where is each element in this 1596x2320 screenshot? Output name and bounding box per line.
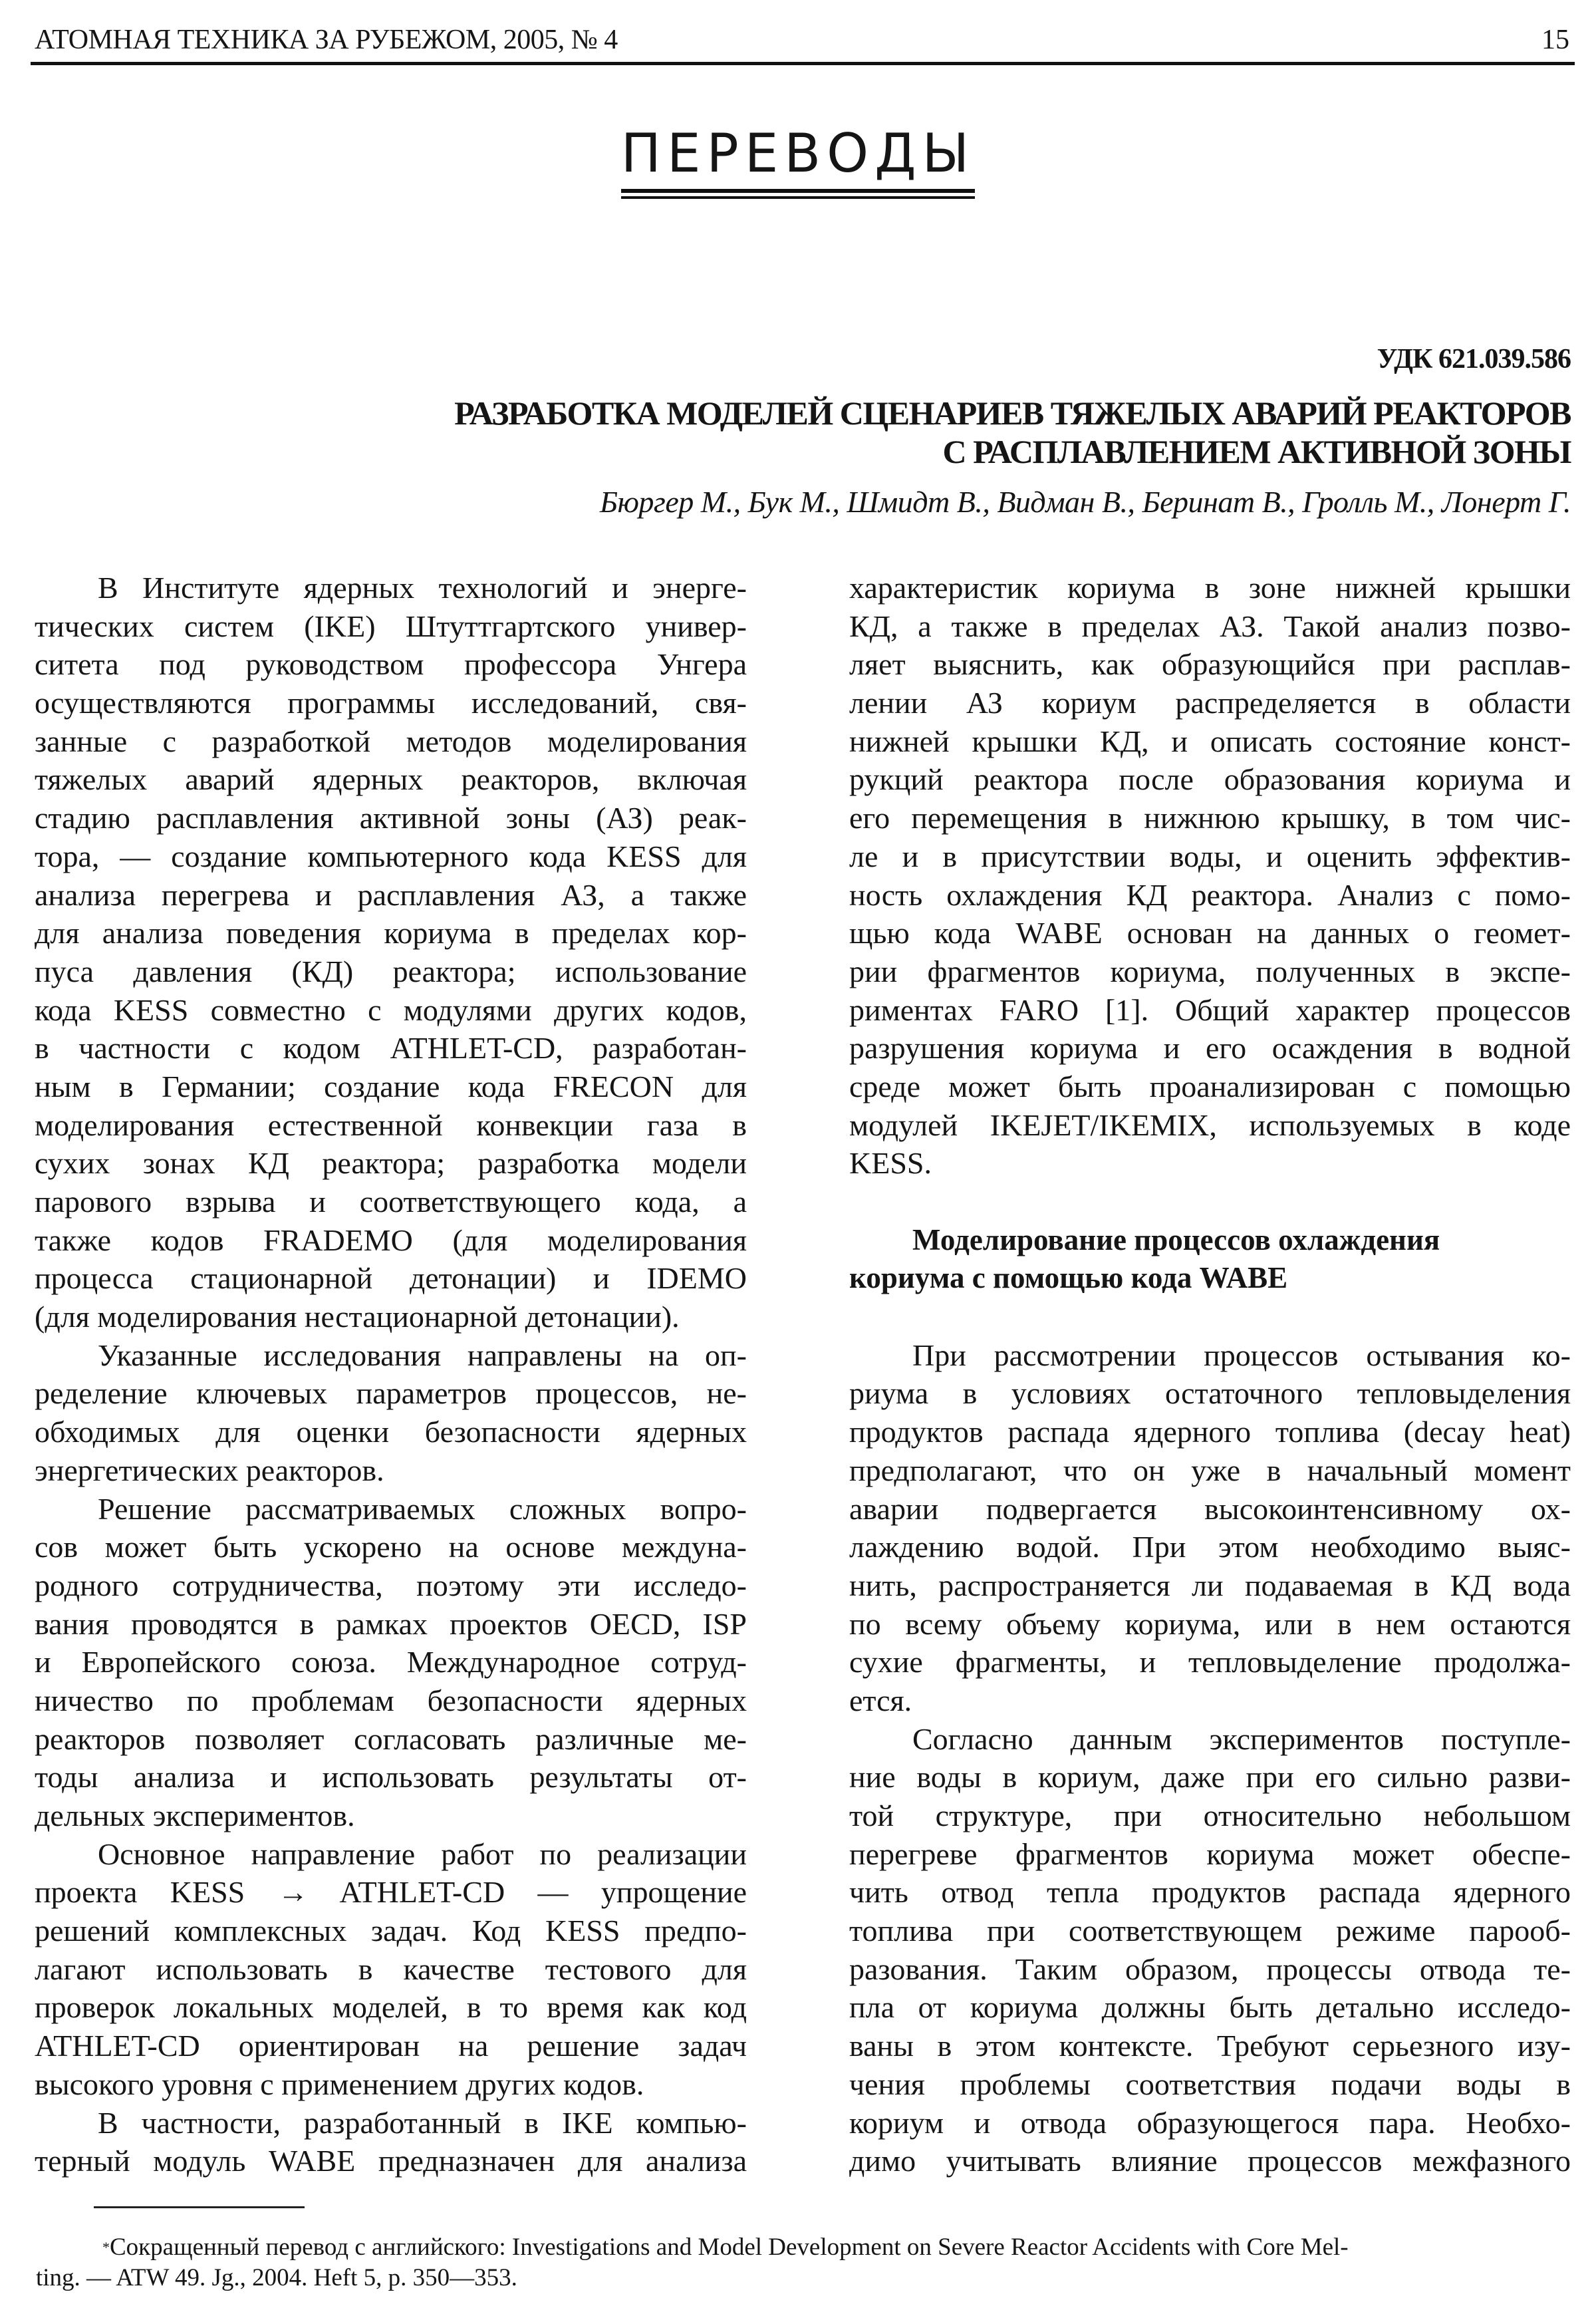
text-line-content: модулей IKEJET/IKEMIX, используемых в коде <box>849 1107 1571 1142</box>
text-line <box>849 1451 1571 1490</box>
text-line-content: проверок локальных моделей, в то время как код <box>35 1990 747 2025</box>
text-line <box>849 1528 1571 1566</box>
text-line-content: той структуре, при относительно небольшом <box>849 1799 1571 1832</box>
text-line-content: для анализа поведения кориума в пределах кор- <box>35 916 747 950</box>
text-line <box>35 1528 747 1566</box>
section-underline-thick <box>621 189 975 193</box>
paragraph <box>849 569 1571 1183</box>
text-line <box>35 2104 747 2142</box>
text-line-content: кориума с помощью кода WABE <box>849 1261 1288 1295</box>
text-line-content: При рассмотрении процессов остывания ко- <box>912 1338 1571 1372</box>
text-line-content: лагают использовать в качестве тестового для <box>35 1952 747 1986</box>
text-line-content: ситета под руководством профессора Унгера <box>35 647 747 682</box>
text-line-content: процесса стационарной детонации) и IDEMO <box>35 1261 747 1296</box>
text-line-content: проекта KESS → ATHLET-CD — упрощение <box>35 1875 747 1910</box>
text-line-content: лении АЗ кориум распределяется в области <box>849 686 1571 720</box>
text-line-content: родного сотрудничества, поэтому эти исследо- <box>35 1568 747 1602</box>
text-line-content: ется. <box>849 1683 912 1717</box>
text-line <box>35 1259 747 1298</box>
text-line-content: чить отвод тепла продуктов распада ядерного <box>849 1875 1571 1910</box>
text-line-content: ATHLET-CD ориентирован на решение задач <box>35 2029 747 2063</box>
text-line-content: аварии подвергается высокоинтенсивному ох- <box>849 1491 1571 1526</box>
text-line <box>35 1221 747 1260</box>
text-line <box>35 1835 747 1874</box>
text-line <box>849 1106 1571 1145</box>
article-authors: Бюргер М., Бук М., Шмидт В., Видман В., Беринат В., Гролль М., Лонерт Г. <box>599 485 1571 519</box>
text-line <box>35 1873 747 1912</box>
text-line <box>849 1873 1571 1912</box>
text-line <box>849 569 1571 607</box>
text-line <box>35 914 747 952</box>
section-title: ПЕРЕВОДЫ <box>620 122 976 184</box>
text-line <box>35 799 747 837</box>
section-underline-thin <box>621 196 975 199</box>
footnote-line: ting. — ATW 49. Jg., 2004. Heft 5, p. 350—353. <box>36 2264 517 2291</box>
text-line <box>35 1681 747 1720</box>
text-line-content: высокого уровня с применением других кодов. <box>35 2067 644 2101</box>
text-column-left <box>35 569 747 2180</box>
text-line-content: перегреве фрагментов кориума может обеспе- <box>849 1836 1571 1871</box>
paragraph <box>849 1720 1571 2180</box>
paragraph <box>35 1835 747 2104</box>
text-line <box>35 2027 747 2065</box>
section-title-block <box>621 124 975 199</box>
text-line <box>849 1988 1571 2027</box>
article-title-line: РАЗРАБОТКА МОДЕЛЕЙ СЦЕНАРИЕВ ТЯЖЕЛЫХ АВАРИЙ РЕАКТОРОВ <box>454 394 1571 432</box>
text-line-content: риума в условиях остаточного тепловыделения <box>849 1376 1571 1411</box>
text-line <box>35 1566 747 1605</box>
text-line <box>849 1336 1571 1375</box>
text-line-content: KESS. <box>849 1146 932 1181</box>
text-line <box>35 1605 747 1644</box>
text-line-content: рукций реактора после образования кориума и <box>849 762 1571 797</box>
text-line <box>849 1720 1571 1759</box>
subsection-heading <box>849 1221 1571 1298</box>
text-line-content: вания проводятся в рамках проектов OECD, ISP <box>35 1606 747 1641</box>
text-line-content: разрушения кориума и его осаждения в водной <box>849 1031 1571 1066</box>
text-line-content: пуса давления (КД) реактора; использование <box>35 954 747 988</box>
text-line <box>35 1758 747 1797</box>
text-line-content: В Институте ядерных технологий и энерге- <box>98 571 747 605</box>
text-line-content: лаждению водой. При этом необходимо выяс- <box>849 1530 1571 1564</box>
text-line-content: димо учитывать влияние процессов межфазного <box>849 2144 1571 2178</box>
text-line-content: Указанные исследования направлены на оп- <box>98 1338 747 1372</box>
text-line <box>35 1451 747 1490</box>
text-line-content: тических систем (IKE) Штуттгартского универ- <box>35 609 747 643</box>
text-line <box>35 1643 747 1681</box>
text-line <box>35 607 747 646</box>
text-line-content: характеристик кориума в зоне нижней крышки <box>849 571 1571 605</box>
text-line <box>35 1298 747 1336</box>
text-line-content: сов может быть ускорено на основе междуна- <box>35 1530 747 1564</box>
text-line <box>849 876 1571 915</box>
text-line-content: щью кода WABE основан на данных о геомет- <box>849 916 1571 950</box>
text-line <box>35 837 747 876</box>
text-line <box>849 952 1571 991</box>
text-line <box>849 1797 1571 1835</box>
text-line <box>849 2142 1571 2180</box>
text-line-content: разования. Таким образом, процессы отвода те- <box>849 1952 1571 1986</box>
text-line-content: В частности, разработанный в IKE компью- <box>98 2105 747 2140</box>
text-line <box>35 1912 747 1950</box>
paragraph <box>35 1490 747 1835</box>
text-line <box>849 837 1571 876</box>
text-line <box>35 1988 747 2027</box>
text-line-content: энергетических реакторов. <box>35 1453 384 1487</box>
text-line <box>849 1221 1571 1260</box>
header-rule <box>31 62 1575 65</box>
text-line <box>849 1413 1571 1451</box>
text-line-content: дельных экспериментов. <box>35 1799 355 1832</box>
text-line <box>849 1259 1571 1298</box>
text-line-content: терный модуль WABE предназначен для анализа <box>35 2144 747 2178</box>
text-line <box>849 684 1571 722</box>
text-line-content: ние воды в кориум, даже при его сильно разви- <box>849 1760 1571 1795</box>
text-line <box>35 1068 747 1106</box>
text-line-content: нижней крышки КД, и описать состояние конст- <box>849 724 1571 758</box>
text-line <box>849 2065 1571 2104</box>
text-line-content: (для моделирования нестационарной детонации). <box>35 1300 680 1334</box>
text-line-content: Моделирование процессов охлаждения <box>912 1223 1440 1256</box>
text-line-content: сухие фрагменты, и тепловыделение продолжа- <box>849 1645 1571 1679</box>
text-line <box>849 1490 1571 1528</box>
text-line-content: реакторов позволяет согласовать различные ме- <box>35 1721 747 1756</box>
paragraph <box>35 569 747 1336</box>
text-line-content: сухих зонах КД реактора; разработка модели <box>35 1146 747 1181</box>
udk-code: УДК 621.039.586 <box>1377 344 1571 374</box>
text-line <box>35 1106 747 1145</box>
text-line <box>849 1029 1571 1068</box>
running-header: АТОМНАЯ ТЕХНИКА ЗА РУБЕЖОМ, 2005, № 4 <box>35 25 618 55</box>
text-line-content: рии фрагментов кориума, полученных в экспе- <box>849 954 1571 988</box>
text-line-content: ность охлаждения КД реактора. Анализ с помо- <box>849 877 1571 912</box>
text-line-content: парового взрыва и соответствующего кода, а <box>35 1185 747 1219</box>
text-line-content: Согласно данным экспериментов поступле- <box>912 1721 1571 1756</box>
text-line-content: риментах FARO [1]. Общий характер процессов <box>849 992 1571 1027</box>
text-line-content: среде может быть проанализирован с помощью <box>849 1069 1571 1103</box>
text-line <box>35 876 747 915</box>
page-number: 15 <box>1541 25 1569 55</box>
text-column-right <box>849 569 1571 2180</box>
text-line <box>35 1950 747 1989</box>
text-line-content: в частности с кодом ATHLET-CD, разработан- <box>35 1031 747 1066</box>
text-line <box>35 1183 747 1221</box>
text-line <box>849 1374 1571 1413</box>
text-line-content: также кодов FRADEMO (для моделирования <box>35 1223 747 1257</box>
text-line <box>849 760 1571 799</box>
text-line-content: ределение ключевых параметров процессов, не- <box>35 1376 747 1411</box>
text-line-content: стадию расплавления активной зоны (АЗ) реак- <box>35 801 747 835</box>
text-line-content: моделирования естественной конвекции газа в <box>35 1107 747 1142</box>
paragraph <box>35 1336 747 1490</box>
text-line-content: ляет выяснить, как образующийся при расплав- <box>849 647 1571 682</box>
text-line <box>35 991 747 1030</box>
text-line-content: кориум и отвода образующегося пара. Необхо- <box>849 2105 1571 2140</box>
text-line <box>35 722 747 761</box>
text-line <box>849 1566 1571 1605</box>
text-line-content: обходимых для оценки безопасности ядерных <box>35 1415 747 1449</box>
text-line-content: чения проблемы соответствия подачи воды в <box>849 2067 1571 2101</box>
footnote-line <box>36 2232 1571 2263</box>
text-line-content: его перемещения в нижнюю крышку, в том чис- <box>849 801 1571 835</box>
section-heading <box>0 124 1596 199</box>
text-line-content: ле и в присутствии воды, и оценить эффектив- <box>849 839 1571 873</box>
text-line-content: продуктов распада ядерного топлива (decay heat) <box>849 1415 1571 1449</box>
text-line <box>35 1336 747 1375</box>
text-line-content: и Европейского союза. Международное сотруд- <box>35 1645 747 1679</box>
text-line <box>35 1797 747 1835</box>
article-title <box>454 394 1571 471</box>
footnote-marker: * <box>102 2239 110 2255</box>
footnote <box>36 2232 1571 2293</box>
text-line-content: занные с разработкой методов моделирования <box>35 724 747 758</box>
text-line <box>849 1835 1571 1874</box>
text-line <box>849 1068 1571 1106</box>
text-line <box>849 1758 1571 1797</box>
text-line-content: тоды анализа и использовать результаты от- <box>35 1760 747 1795</box>
text-line <box>849 799 1571 837</box>
text-line <box>35 684 747 722</box>
text-line <box>849 607 1571 646</box>
text-line-content: топлива при соответствующем режиме парооб- <box>849 1914 1571 1948</box>
text-line <box>849 2027 1571 2065</box>
text-line <box>849 991 1571 1030</box>
text-line <box>849 1643 1571 1681</box>
text-line-content: осуществляются программы исследований, свя- <box>35 686 747 720</box>
text-line-content: пла от кориума должны быть детально исследо- <box>849 1990 1571 2025</box>
paragraph <box>849 1336 1571 1720</box>
text-line <box>35 1144 747 1183</box>
footnote-text: Сокращенный перевод с английского: Investigations and Model Development on Severe Reactor Accidents with Core Mel- <box>110 2234 1349 2261</box>
text-line-content: кода KESS совместно с модулями других кодов, <box>35 992 747 1027</box>
text-line <box>35 2065 747 2104</box>
text-line <box>35 1720 747 1759</box>
text-line-content: КД, а также в пределах АЗ. Такой анализ позво- <box>849 609 1571 643</box>
text-line-content: предполагают, что он уже в начальный момент <box>849 1453 1571 1487</box>
text-line <box>35 1029 747 1068</box>
text-line <box>35 760 747 799</box>
text-line-content: Решение рассматриваемых сложных вопро- <box>98 1491 747 1526</box>
text-line <box>849 722 1571 761</box>
text-line <box>35 1374 747 1413</box>
text-line <box>35 1490 747 1528</box>
text-line <box>849 1912 1571 1950</box>
text-line-content: тяжелых аварий ядерных реакторов, включая <box>35 762 747 797</box>
text-line <box>849 2104 1571 2142</box>
text-line-content: Основное направление работ по реализации <box>98 1836 747 1871</box>
text-line-content: нить, распространяется ли подаваемая в КД вода <box>849 1568 1571 1602</box>
text-line <box>35 569 747 607</box>
text-line <box>35 952 747 991</box>
text-line-content: решений комплексных задач. Код KESS предпо- <box>35 1914 747 1948</box>
text-line <box>849 1950 1571 1989</box>
text-line <box>849 914 1571 952</box>
text-line <box>35 645 747 684</box>
text-line-content: ваны в этом контексте. Требуют серьезного изу- <box>849 2029 1571 2063</box>
text-line-content: ным в Германии; создание кода FRECON для <box>35 1069 747 1103</box>
text-line-content: ничество по проблемам безопасности ядерных <box>35 1683 747 1717</box>
text-line <box>849 645 1571 684</box>
text-line <box>849 1681 1571 1720</box>
text-line <box>35 2142 747 2180</box>
text-line-content: анализа перегрева и расплавления АЗ, а также <box>35 877 747 912</box>
text-line <box>849 1605 1571 1644</box>
article-title-line: С РАСПЛАВЛЕНИЕМ АКТИВНОЙ ЗОНЫ <box>942 433 1571 470</box>
text-line <box>35 1413 747 1451</box>
text-line-content: тора, — создание компьютерного кода KESS для <box>35 839 747 873</box>
paragraph <box>35 2104 747 2180</box>
footnote-rule <box>94 2206 305 2208</box>
text-line-content: по всему объему кориума, или в нем остаются <box>849 1606 1571 1641</box>
text-line <box>849 1144 1571 1183</box>
